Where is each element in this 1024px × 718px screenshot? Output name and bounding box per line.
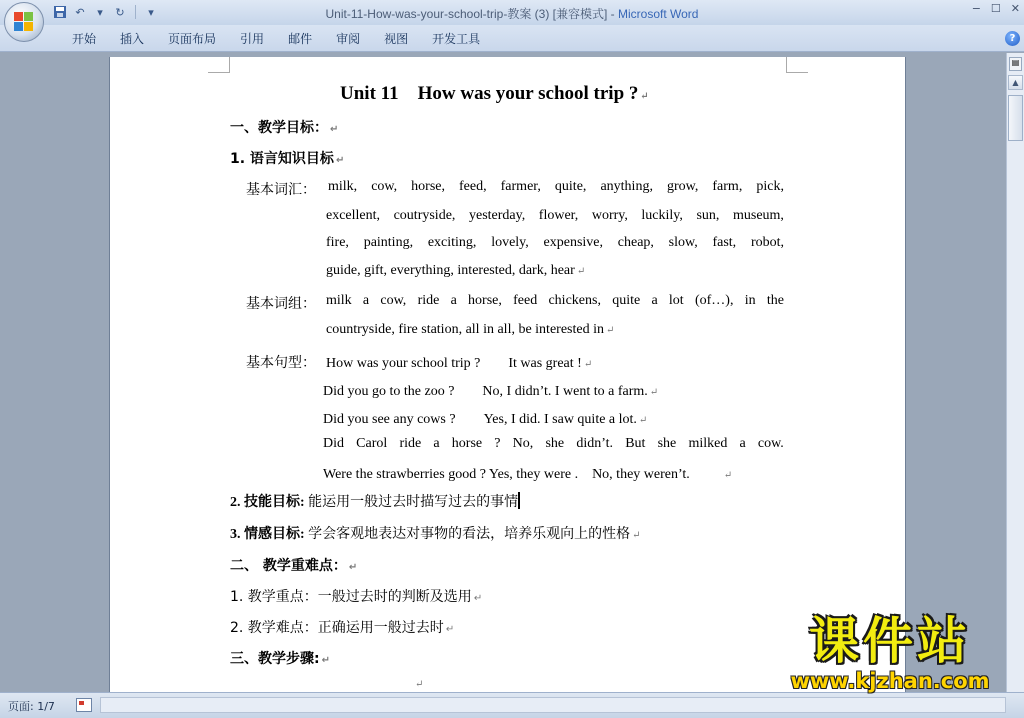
word: quite, xyxy=(554,179,587,194)
word: cow. xyxy=(757,436,784,451)
word: robot, xyxy=(750,235,784,250)
redo-icon[interactable]: ↻ xyxy=(115,5,125,19)
word: ride xyxy=(417,293,440,308)
word: horse, xyxy=(468,293,502,308)
word: Carol xyxy=(356,436,388,451)
text-cursor xyxy=(518,492,520,509)
difficulty-point: 2. 教学难点：正确运用一般过去时 ↵ xyxy=(230,620,455,636)
word: sun, xyxy=(696,208,720,223)
sentence-4 xyxy=(323,436,784,452)
section-teaching-steps: 三、教学步骤: ↵ xyxy=(230,651,330,667)
help-icon[interactable]: ? xyxy=(1005,31,1020,46)
word: lot xyxy=(668,293,684,308)
word: quite xyxy=(612,293,641,308)
word: But xyxy=(625,436,646,451)
site-watermark xyxy=(770,612,1010,696)
vertical-scrollbar[interactable] xyxy=(1006,53,1024,692)
word: expensive, xyxy=(543,235,604,250)
view-ruler-icon[interactable]: ▤ xyxy=(1009,57,1022,71)
word: horse, xyxy=(411,179,445,194)
word: milked xyxy=(688,436,728,451)
word: worry, xyxy=(591,208,628,223)
word: ? xyxy=(494,436,501,451)
vocab-line-2 xyxy=(326,208,784,224)
word: Did xyxy=(323,436,344,451)
word: farmer, xyxy=(500,179,541,194)
word: horse xyxy=(451,436,483,451)
window-controls xyxy=(972,2,1020,15)
word: grow, xyxy=(666,179,699,194)
word: lovely, xyxy=(491,235,529,250)
scroll-thumb[interactable] xyxy=(1008,95,1023,141)
word: cow, xyxy=(371,179,398,194)
tab-page-layout[interactable]: 页面布局 xyxy=(168,32,217,46)
restore-button[interactable]: ☐ xyxy=(990,2,1001,15)
vocab-line-4: guide, gift, everything, interested, dark, hear ↵ xyxy=(326,263,586,278)
word: didn’t. xyxy=(576,436,614,451)
phrase-label: 基本词组： xyxy=(246,296,316,312)
watermark-url: www.kjzhan.com xyxy=(790,669,990,693)
word: No, xyxy=(512,436,534,451)
sentence-2: Did you go to the zoo ? No, I didn’t. I went to a farm. ↵ xyxy=(323,384,659,399)
tab-insert[interactable]: 插入 xyxy=(120,32,145,46)
word: yesterday, xyxy=(468,208,526,223)
page-indicator[interactable]: 页面: 1/7 xyxy=(8,700,55,713)
crop-mark-left xyxy=(208,57,230,73)
word: fire, xyxy=(326,235,349,250)
document-workspace xyxy=(0,53,1006,692)
word: fast, xyxy=(712,235,737,250)
sentence-5: Were the strawberries good ? Yes, they were . No, they weren’t. ↵ xyxy=(323,467,733,482)
title-bar xyxy=(0,0,1024,25)
section-key-difficulties: 二、 教学重难点： ↵ xyxy=(230,558,358,574)
minimize-button[interactable]: − xyxy=(971,2,981,15)
word: coutryside, xyxy=(393,208,456,223)
office-logo-icon xyxy=(14,12,34,32)
word: milk, xyxy=(328,179,358,194)
document-page[interactable] xyxy=(109,57,906,692)
tab-view[interactable]: 视图 xyxy=(384,32,409,46)
word: cheap, xyxy=(617,235,654,250)
word: luckily, xyxy=(641,208,683,223)
word: slow, xyxy=(668,235,698,250)
vocab-line-3 xyxy=(326,235,784,251)
watermark-logo-text: 课件站 xyxy=(809,612,971,670)
tab-mailings[interactable]: 邮件 xyxy=(288,32,313,46)
word: milk xyxy=(326,293,352,308)
app-name: Microsoft Word xyxy=(618,7,699,21)
key-point: 1. 教学重点：一般过去时的判断及选用 ↵ xyxy=(230,589,483,605)
word: a xyxy=(450,293,457,308)
word: pick, xyxy=(756,179,784,194)
word: she xyxy=(545,436,565,451)
word: flower, xyxy=(538,208,579,223)
word: feed, xyxy=(459,179,487,194)
sentence-3: Did you see any cows ? Yes, I did. I saw quite a lot. ↵ xyxy=(323,412,648,427)
scroll-up-button[interactable]: ▲ xyxy=(1008,75,1023,90)
sentence-label: 基本句型： xyxy=(246,355,316,371)
word: the xyxy=(766,293,784,308)
word: a xyxy=(651,293,658,308)
word: cow, xyxy=(380,293,407,308)
tab-developer[interactable]: 开发工具 xyxy=(432,32,481,46)
phrase-line-2: countryside, fire station, all in all, be interested in ↵ xyxy=(326,322,615,337)
vocab-line-1 xyxy=(328,179,784,195)
phrase-line-1 xyxy=(326,293,784,309)
close-button[interactable]: ✕ xyxy=(1010,2,1020,15)
word: a xyxy=(362,293,370,308)
word: museum, xyxy=(732,208,784,223)
empty-paragraph: ↵ xyxy=(415,679,424,690)
word: anything, xyxy=(600,179,653,194)
crop-mark-right xyxy=(786,57,808,73)
horizontal-scrollbar[interactable] xyxy=(100,697,1006,713)
customize-toolbar-icon[interactable]: ▾ xyxy=(148,5,154,19)
undo-dropdown-icon[interactable]: ▾ xyxy=(97,5,103,19)
word: a xyxy=(433,436,440,451)
word: farm, xyxy=(712,179,743,194)
emotion-goal: 3. 情感目标: 学会客观地表达对事物的看法，培养乐观向上的性格 ↵ xyxy=(230,526,641,542)
word: excellent, xyxy=(326,208,381,223)
word: (of…), xyxy=(694,293,734,308)
tab-home[interactable]: 开始 xyxy=(72,32,97,46)
document-title: Unit 11 How was your school trip ? ↵ xyxy=(340,83,649,104)
vocab-label: 基本词汇： xyxy=(246,182,316,198)
window-title: Unit-11-How-was-your-school-trip-教案 (3) [兼容模式] - Microsoft Word xyxy=(325,7,699,21)
word: she xyxy=(657,436,677,451)
word: in xyxy=(744,293,756,308)
office-button[interactable] xyxy=(4,2,44,42)
word: chickens, xyxy=(548,293,601,308)
tab-review[interactable]: 审阅 xyxy=(336,32,361,46)
subsection-language-goals: 1. 语言知识目标 ↵ xyxy=(230,151,345,167)
word: a xyxy=(739,436,746,451)
proofing-icon[interactable] xyxy=(76,698,92,712)
word: ride xyxy=(399,436,422,451)
skill-goal: 2. 技能目标: 能运用一般过去时描写过去的事情 xyxy=(230,494,519,510)
word: painting, xyxy=(363,235,414,250)
tab-references[interactable]: 引用 xyxy=(240,32,265,46)
sentence-1: How was your school trip ? It was great ! ↵ xyxy=(326,356,593,371)
word: feed xyxy=(513,293,538,308)
section-teaching-goals: 一、教学目标： ↵ xyxy=(230,120,339,136)
undo-icon[interactable]: ↶ xyxy=(75,5,85,19)
ribbon-tab-bar xyxy=(0,25,1024,52)
word: exciting, xyxy=(427,235,477,250)
